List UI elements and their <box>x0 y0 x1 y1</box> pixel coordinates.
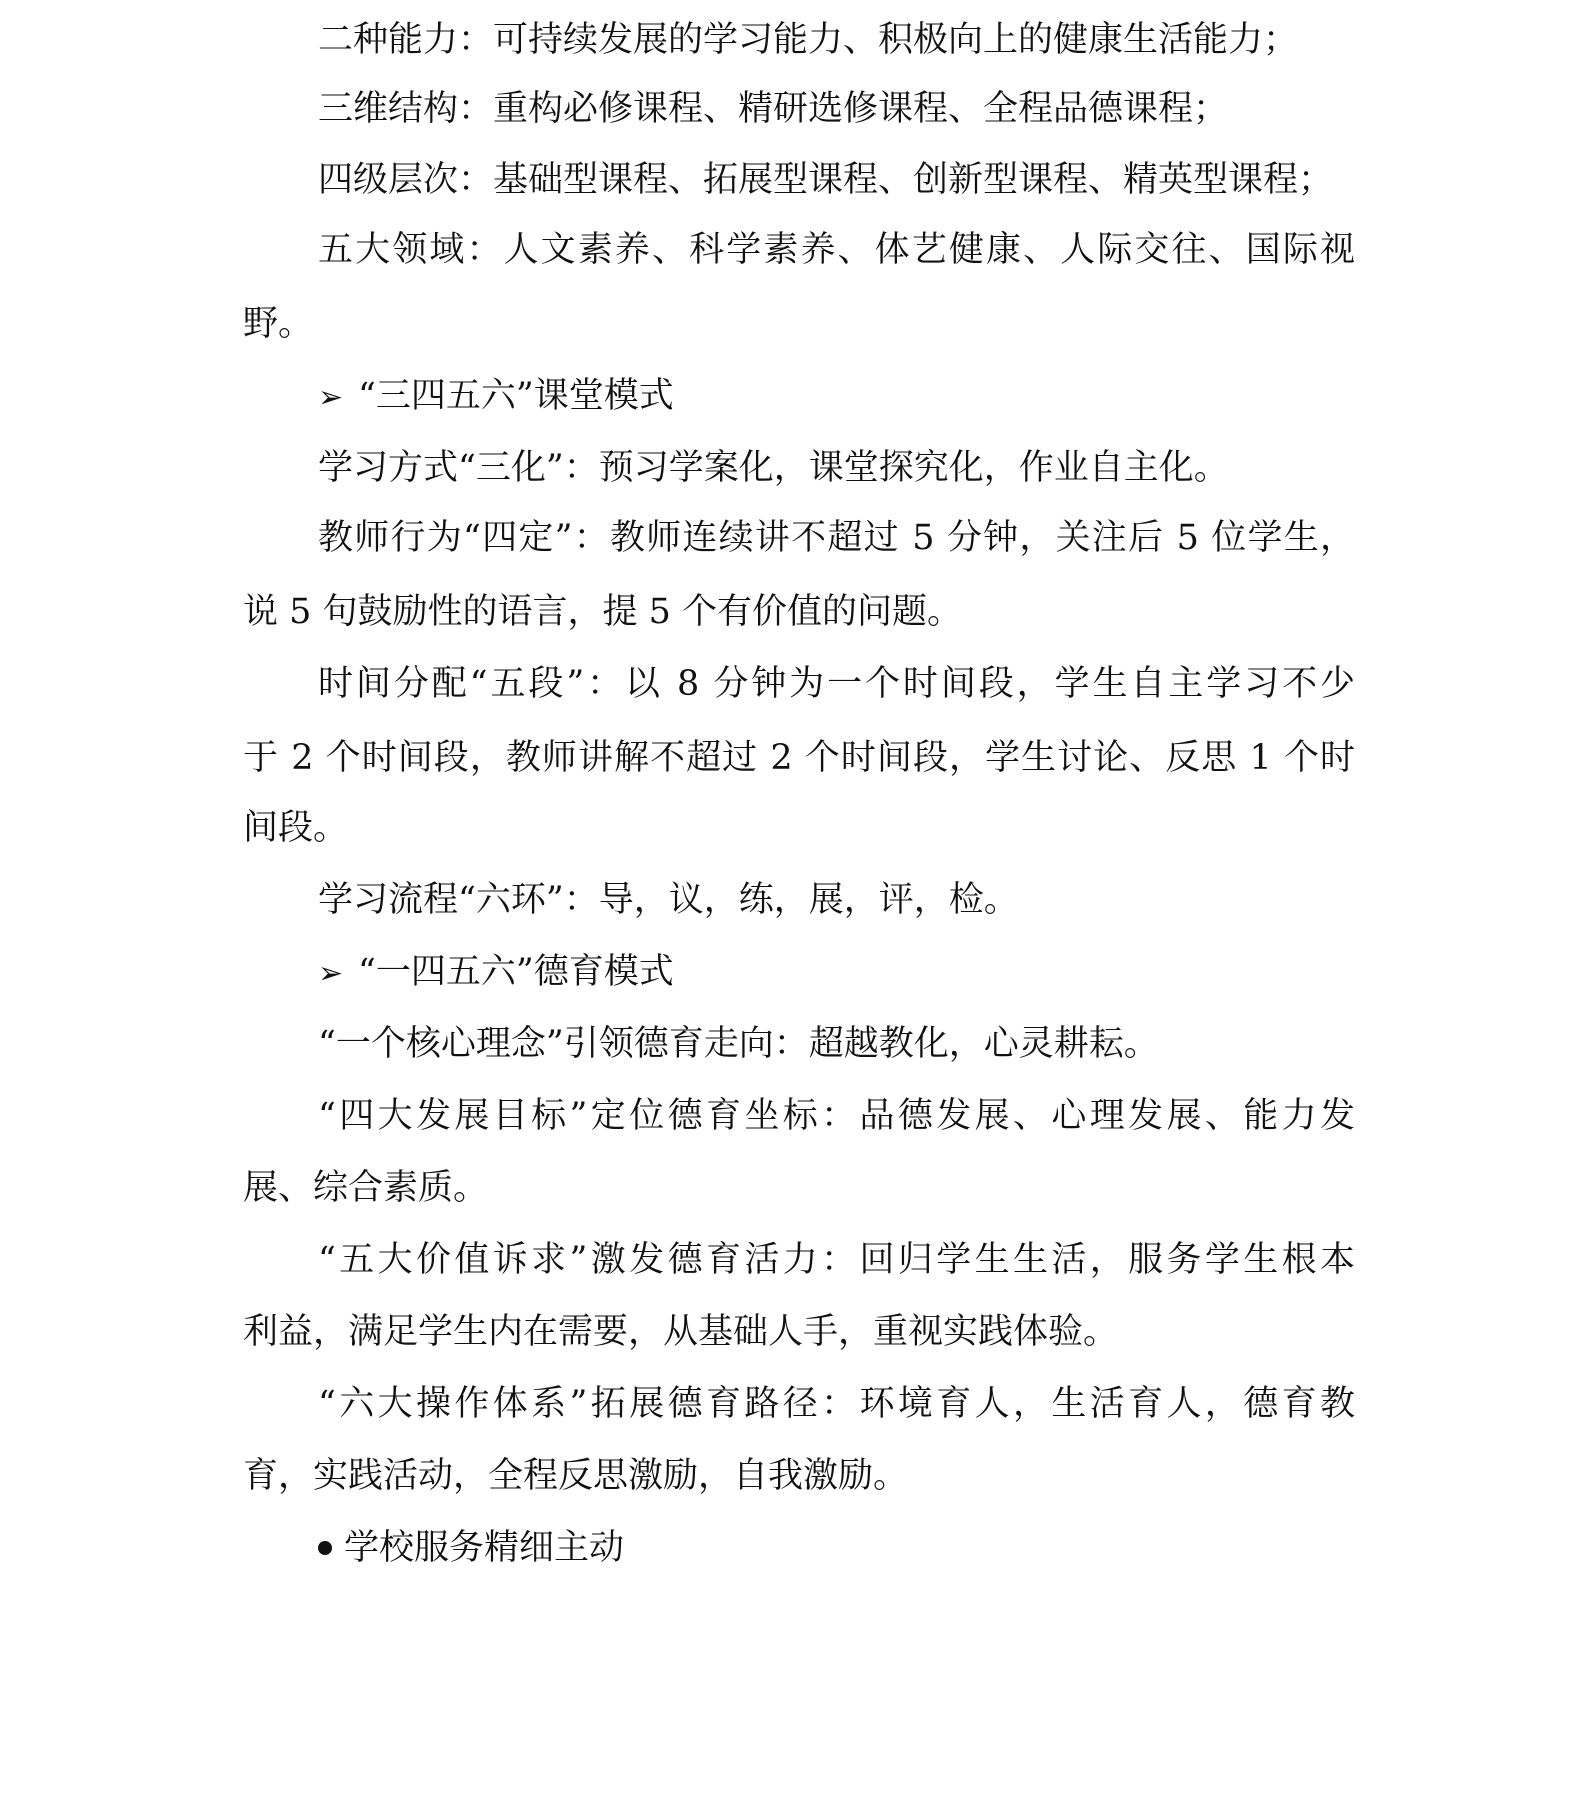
paragraph-time-allocation: 时间分配“五段”：以 8 分钟为一个时间段，学生自主学习不少 <box>318 664 1355 704</box>
paragraph-learning-flow: 学习流程“六环”：导，议，练，展，评，检。 <box>318 880 1019 920</box>
paragraph-teacher-behavior-cont: 说 5 句鼓励性的语言，提 5 个有价值的问题。 <box>243 592 963 632</box>
paragraph-development-goals-cont: 展、综合素质。 <box>243 1168 489 1208</box>
paragraph-structure: 三维结构：重构必修课程、精研选修课程、全程品德课程； <box>318 89 1229 129</box>
paragraph-core-concept: “一个核心理念”引领德育走向：超越教化，心灵耕耘。 <box>318 1024 1159 1064</box>
paragraph-domains-cont: 野。 <box>243 304 314 344</box>
heading-school-service <box>318 1526 624 1570</box>
paragraph-value-demands-cont: 利益，满足学生内在需要，从基础人手，重视实践体验。 <box>243 1312 1119 1352</box>
paragraph-time-allocation-end: 间段。 <box>243 808 349 848</box>
paragraph-development-goals: “四大发展目标”定位德育坐标：品德发展、心理发展、能力发 <box>318 1096 1355 1136</box>
heading-classroom-model <box>318 374 674 418</box>
round-bullet-icon <box>318 1541 332 1555</box>
paragraph-teacher-behavior: 教师行为“四定”：教师连续讲不超过 5 分钟，关注后 5 位学生， <box>318 518 1355 558</box>
heading-moral-model <box>318 950 674 994</box>
paragraph-learning-method: 学习方式“三化”：预习学案化，课堂探究化，作业自主化。 <box>318 448 1229 488</box>
arrow-bullet-icon: ➢ <box>318 956 344 991</box>
heading-moral-model-text: “一四五六”德育模式 <box>358 952 674 992</box>
paragraph-time-allocation-cont: 于 2 个时间段，教师讲解不超过 2 个时间段，学生讨论、反思 1 个时 <box>243 738 1355 778</box>
paragraph-operation-system: “六大操作体系”拓展德育路径：环境育人，生活育人，德育教 <box>318 1384 1355 1424</box>
heading-classroom-model-text: “三四五六”课堂模式 <box>358 376 674 416</box>
paragraph-domains: 五大领域：人文素养、科学素养、体艺健康、人际交往、国际视 <box>318 230 1355 270</box>
heading-school-service-text: 学校服务精细主动 <box>344 1528 625 1568</box>
arrow-bullet-icon: ➢ <box>318 380 344 415</box>
paragraph-levels: 四级层次：基础型课程、拓展型课程、创新型课程、精英型课程； <box>318 160 1334 200</box>
paragraph-abilities: 二种能力：可持续发展的学习能力、积极向上的健康生活能力； <box>318 20 1299 60</box>
paragraph-value-demands: “五大价值诉求”激发德育活力：回归学生生活，服务学生根本 <box>318 1240 1355 1280</box>
paragraph-operation-system-cont: 育，实践活动，全程反思激励，自我激励。 <box>243 1456 909 1496</box>
